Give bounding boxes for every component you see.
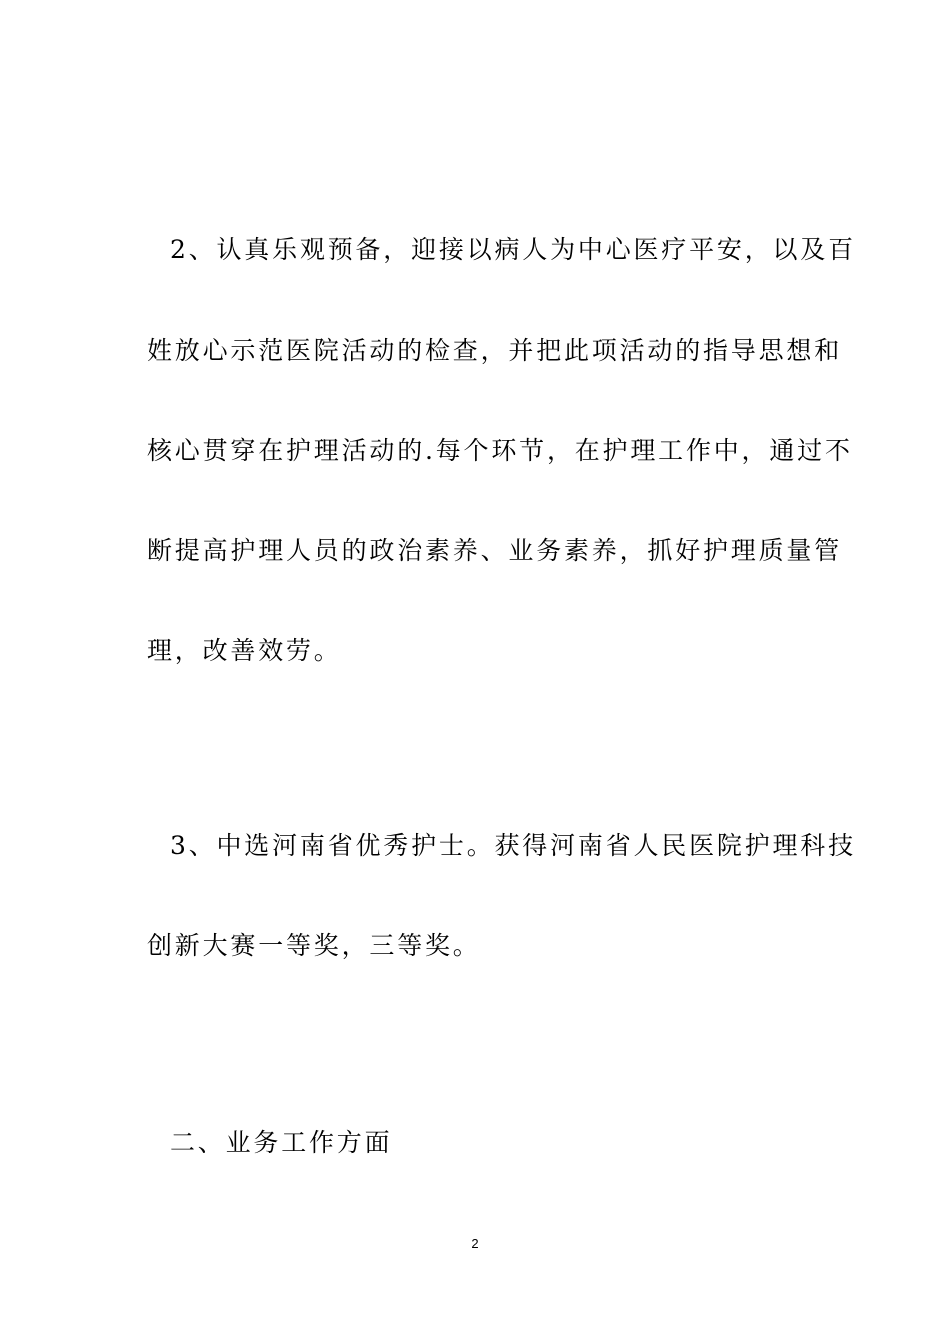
- paragraph-line: 核心贯穿在护理活动的.每个环节，在护理工作中，通过不: [147, 436, 853, 465]
- paragraph-line: 断提高护理人员的政治素养、业务素养，抓好护理质量管: [147, 536, 843, 565]
- paragraph-line: 3、中选河南省优秀护士。获得河南省人民医院护理科技: [170, 831, 856, 860]
- paragraph-line: 姓放心示范医院活动的检查，并把此项活动的指导思想和: [147, 336, 843, 365]
- paragraph-line: 创新大赛一等奖，三等奖。: [147, 931, 481, 960]
- page-number: 2: [471, 1236, 479, 1251]
- paragraph-line: 理，改善效劳。: [147, 636, 342, 665]
- heading-line: 二、业务工作方面: [170, 1128, 393, 1157]
- paragraph-line: 2、认真乐观预备，迎接以病人为中心医疗平安，以及百: [170, 235, 856, 264]
